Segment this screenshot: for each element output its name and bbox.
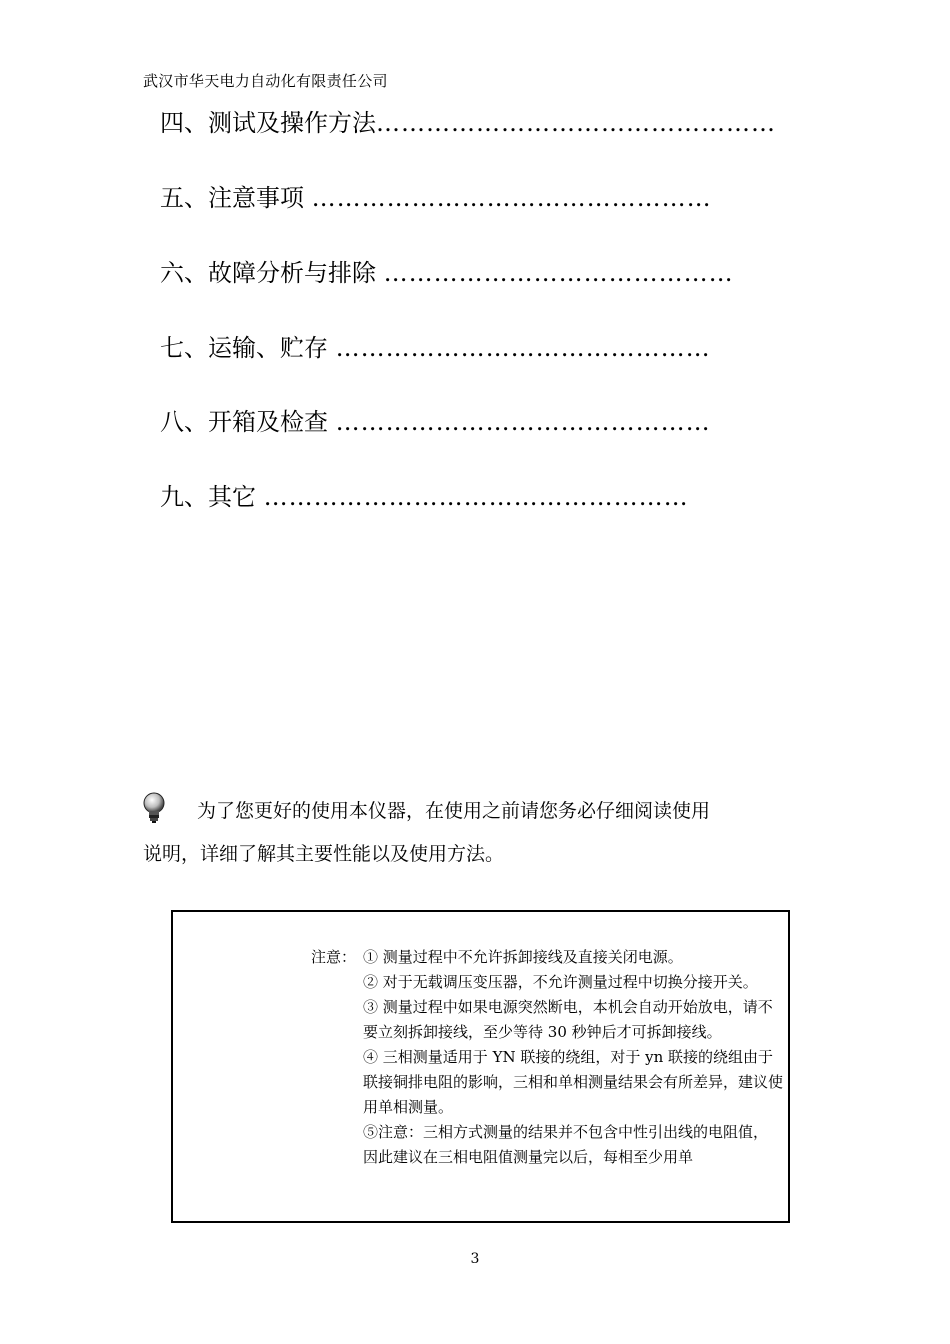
cautions-list xyxy=(311,945,783,1170)
page-number: 3 xyxy=(470,1251,480,1267)
caution-item-1 xyxy=(311,945,783,970)
caution-number: ⑤ xyxy=(363,1123,379,1141)
toc-item-test-methods xyxy=(160,103,776,138)
toc-label: 九、其它 xyxy=(160,483,264,511)
caution-item-4 xyxy=(311,1045,783,1120)
caution-text: 注意：三相方式测量的结果并不包含中性引出线的电阻值，因此建议在三相电阻值测量完以后，每相至少用单 xyxy=(363,1123,769,1166)
lightbulb-icon xyxy=(141,792,167,824)
caution-number: ② xyxy=(363,973,379,991)
toc-leader-dots: ………………………………………… xyxy=(311,184,712,212)
notice-line-2: 说明，详细了解其主要性能以及使用方法。 xyxy=(143,843,505,865)
toc-label: 六、故障分析与排除 xyxy=(160,259,384,287)
toc-label: 四、测试及操作方法 xyxy=(160,109,376,137)
caution-text: 测量过程中如果电源突然断电，本机会自动开始放电，请不要立刻拆卸接线，至少等待 30 秒钟后才可拆卸接线。 xyxy=(363,998,773,1041)
toc-label: 七、运输、贮存 xyxy=(160,334,336,362)
usage-notice xyxy=(143,790,808,876)
caution-item-3 xyxy=(311,995,783,1045)
notice-line-1: 为了您更好的使用本仪器，在使用之前请您务必仔细阅读使用 xyxy=(197,800,711,822)
toc-item-precautions xyxy=(160,178,712,213)
caution-item-2 xyxy=(311,970,783,995)
toc-label: 五、注意事项 xyxy=(160,184,312,212)
toc-item-other xyxy=(160,477,689,512)
toc-leader-dots: ……………………………………… xyxy=(335,334,711,362)
toc-leader-dots: …………………………………… xyxy=(383,259,734,287)
caution-label: 注意： xyxy=(311,948,357,966)
caution-number: ① xyxy=(363,948,379,966)
toc-label: 八、开箱及检查 xyxy=(160,408,336,436)
toc-leader-dots: …………………………………………… xyxy=(263,483,689,511)
toc-item-unpacking xyxy=(160,402,711,437)
caution-number: ③ xyxy=(363,998,379,1016)
toc-item-transport-storage xyxy=(160,328,711,363)
toc-leader-dots: ……………………………………… xyxy=(335,408,711,436)
cautions-box xyxy=(171,910,790,1223)
caution-text: 三相测量适用于 YN 联接的绕组，对于 yn 联接的绕组由于联接铜排电阻的影响，三相和单相测量结果会有所差异，建议使用单相测量。 xyxy=(363,1048,784,1116)
toc-item-troubleshooting xyxy=(160,253,734,288)
caution-item-5 xyxy=(311,1120,783,1170)
caution-number: ④ xyxy=(363,1048,379,1066)
caution-text: 对于无载调压变压器，不允许测量过程中切换分接开关。 xyxy=(382,973,758,991)
caution-text: 测量过程中不允许拆卸接线及直接关闭电源。 xyxy=(382,948,683,966)
toc-leader-dots: ………………………………………… xyxy=(376,109,776,137)
company-header: 武汉市华天电力自动化有限责任公司 xyxy=(143,72,388,90)
